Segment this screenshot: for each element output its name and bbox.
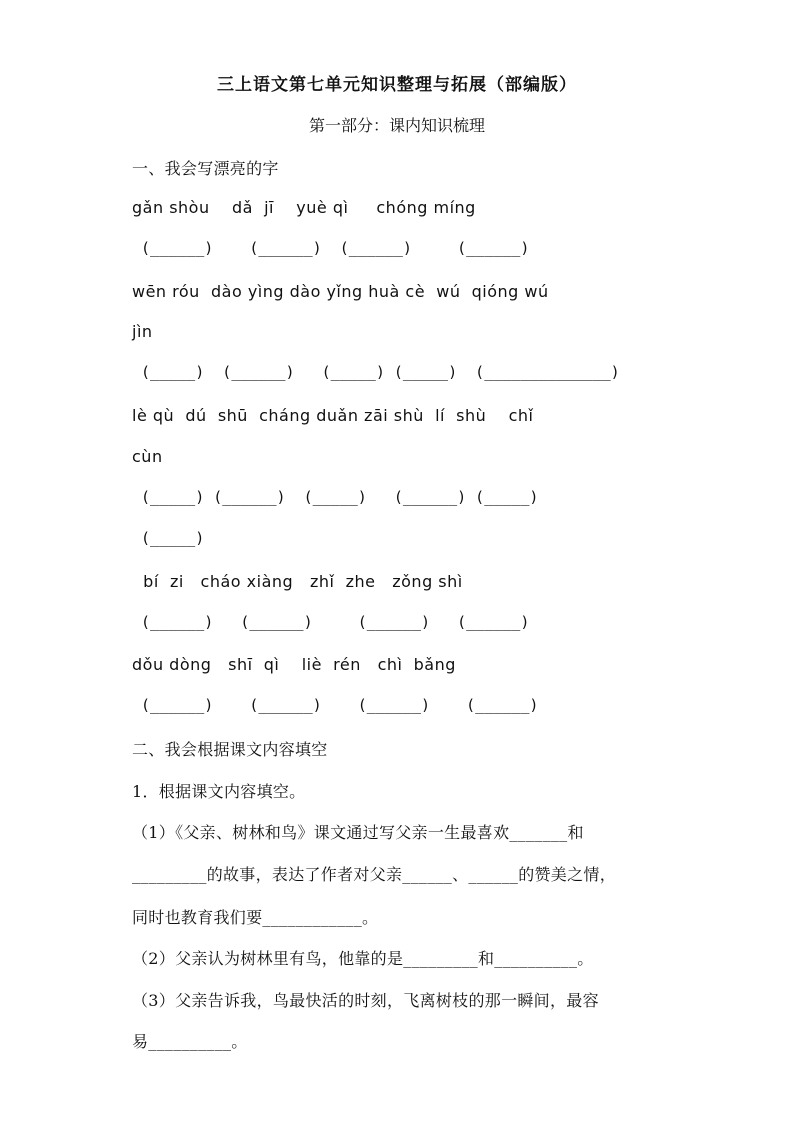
pinyin-row: bí zi cháo xiàng zhǐ zhe zǒng shì <box>132 572 463 591</box>
blank-row: (______) (______) (______) (______) <box>132 239 530 257</box>
pinyin-row: dǒu dòng shī qì liè rén chì bǎng <box>132 655 456 674</box>
blank-row: (______) (______) (______) (______) <box>132 696 539 714</box>
fill-line: 易__________。 <box>132 1032 248 1051</box>
pinyin-row: jìn <box>132 322 153 341</box>
section1-heading: 一、我会写漂亮的字 <box>132 159 279 178</box>
fill-line: 同时也教育我们要____________。 <box>132 908 379 927</box>
blank-row: (_____) (______) (_____) (_____) (______________) <box>132 363 620 381</box>
blank-row: (_____) <box>132 529 205 547</box>
page-subtitle: 第一部分：课内知识梳理 <box>308 116 485 135</box>
fill-line: _________的故事，表达了作者对父亲______、______的赞美之情， <box>132 865 617 884</box>
pinyin-row: lè qù dú shū cháng duǎn zāi shù lí shù chǐ <box>132 406 534 425</box>
fill-line: （1）《父亲、树林和鸟》课文通过写父亲一生最喜欢_______和 <box>132 823 584 842</box>
section2-heading: 二、我会根据课文内容填空 <box>132 740 328 759</box>
fill-line: （2）父亲认为树林里有鸟，他靠的是_________和__________。 <box>132 949 594 968</box>
question-1: 1．根据课文内容填空。 <box>132 782 306 801</box>
pinyin-row: gǎn shòu dǎ jī yuè qì chóng míng <box>132 198 476 217</box>
fill-line: （3）父亲告诉我，鸟最快活的时刻，飞离树枝的那一瞬间，最容 <box>132 991 599 1010</box>
page-title: 三上语文第七单元知识整理与拓展（部编版） <box>217 75 577 95</box>
blank-row: (_____) (______) (_____) (______) (_____) <box>132 488 539 506</box>
pinyin-row: wēn róu dào yìng dào yǐng huà cè wú qióng wú <box>132 282 549 301</box>
blank-row: (______) (______) (______) (______) <box>132 613 530 631</box>
pinyin-row: cùn <box>132 447 163 466</box>
